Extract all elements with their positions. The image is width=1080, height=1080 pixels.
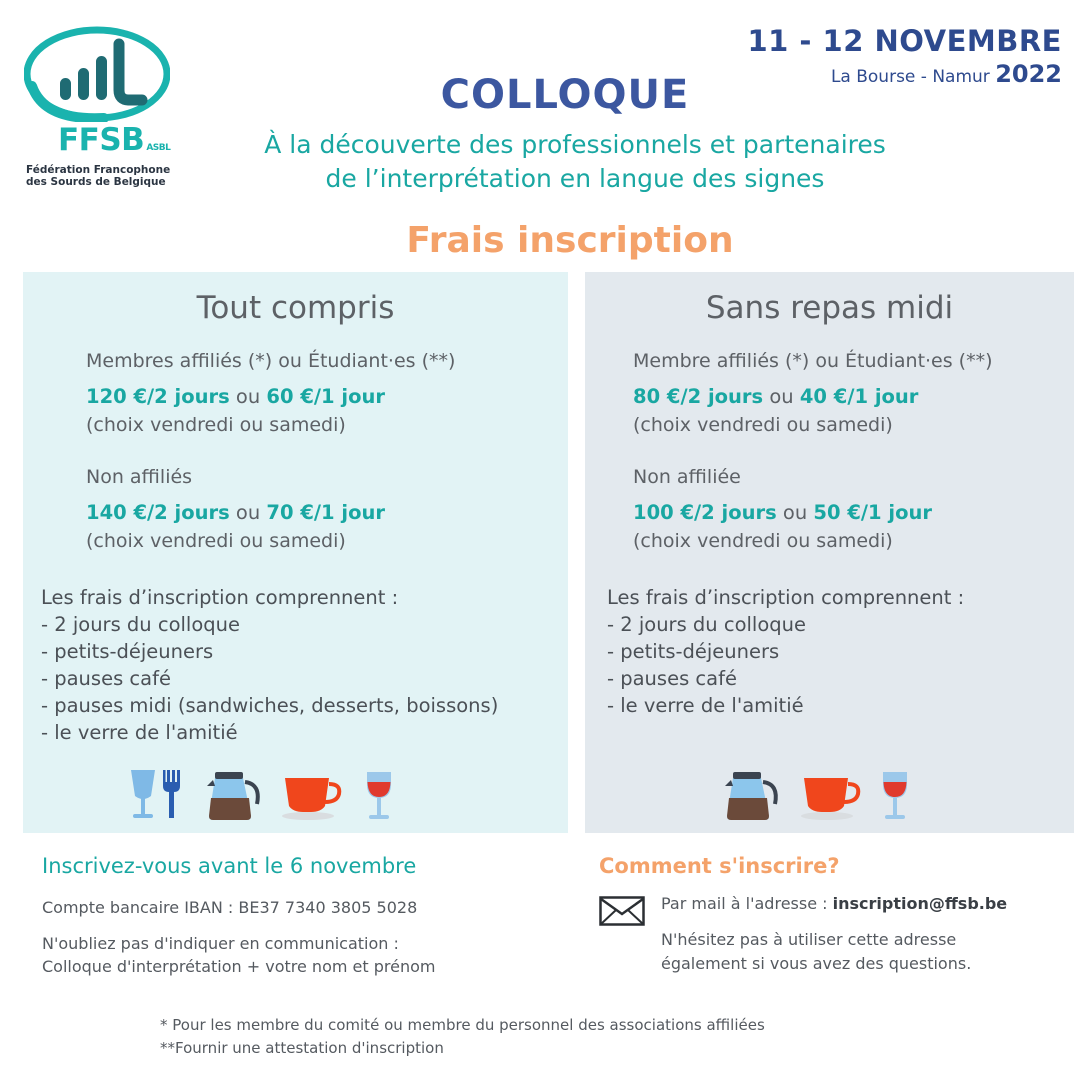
event-year: 2022 <box>995 60 1062 88</box>
price-or: ou <box>229 385 267 408</box>
how-to-register-title: Comment s'inscrire? <box>599 854 840 878</box>
logo-fullname-line2: des Sourds de Belgique <box>26 176 166 188</box>
price-1-day: 50 €/1 jour <box>813 501 932 524</box>
mail-icon <box>599 896 645 926</box>
communication-line1: N'oubliez pas d'indiquer en communication : <box>42 934 399 953</box>
members-price <box>86 385 385 408</box>
wine-glass-icon <box>363 768 397 822</box>
logo-brand: FFSB ASBL <box>58 122 171 158</box>
coffee-cup-icon <box>800 772 870 822</box>
price-2-days: 100 €/2 jours <box>633 501 777 524</box>
price-1-day: 60 €/1 jour <box>266 385 385 408</box>
mail-prefix: Par mail à l'adresse : <box>661 894 833 913</box>
footnote-1: * Pour les membre du comité ou membre du personnel des associations affiliées <box>160 1016 765 1034</box>
page-subtitle <box>0 128 1080 196</box>
non-members-label: Non affiliée <box>633 466 741 488</box>
list-item: - pauses café <box>607 667 737 690</box>
list-item: - pauses midi (sandwiches, desserts, boissons) <box>41 694 499 717</box>
members-choice: (choix vendredi ou samedi) <box>633 414 893 436</box>
questions-line2: également si vous avez des questions. <box>661 954 972 973</box>
price-2-days: 120 €/2 jours <box>86 385 230 408</box>
coffee-pot-icon <box>725 768 783 822</box>
panel-title: Sans repas midi <box>705 290 954 326</box>
communication-line2: Colloque d'interprétation + votre nom et prénom <box>42 957 436 976</box>
venue-text: La Bourse - Namur <box>830 67 990 87</box>
members-price <box>633 385 918 408</box>
non-members-label: Non affiliés <box>86 466 193 488</box>
non-members-price <box>633 501 932 524</box>
panel-sans-repas-midi <box>585 272 1074 833</box>
price-1-day: 40 €/1 jour <box>799 385 919 408</box>
page-title: COLLOQUE <box>440 72 690 118</box>
list-item: - 2 jours du colloque <box>41 613 241 636</box>
members-choice: (choix vendredi ou samedi) <box>86 414 346 436</box>
non-members-choice: (choix vendredi ou samedi) <box>633 530 893 552</box>
price-1-day: 70 €/1 jour <box>266 501 385 524</box>
mail-line <box>661 894 1007 913</box>
registration-deadline: Inscrivez-vous avant le 6 novembre <box>42 854 417 878</box>
wine-glass-icon <box>879 768 913 822</box>
list-item: - petits-déjeuners <box>607 640 780 663</box>
includes-title: Les frais d’inscription comprennent : <box>607 586 965 609</box>
non-members-price <box>86 501 385 524</box>
logo-fullname-line1: Fédération Francophone <box>26 164 171 176</box>
questions-line1: N'hésitez pas à utiliser cette adresse <box>661 930 957 949</box>
questions-note <box>661 928 971 976</box>
coffee-cup-icon <box>281 772 351 822</box>
footnotes <box>160 1014 765 1060</box>
list-item: - 2 jours du colloque <box>607 613 807 636</box>
price-2-days: 80 €/2 jours <box>633 385 764 408</box>
section-title: Frais inscription <box>406 220 734 261</box>
price-or: ou <box>776 501 814 524</box>
subtitle-line1: À la découverte des professionnels et partenaires <box>264 130 886 159</box>
mail-address-link[interactable]: inscription@ffsb.be <box>832 894 1008 913</box>
coffee-pot-icon <box>207 768 265 822</box>
list-item: - le verre de l'amitié <box>41 721 238 744</box>
subtitle-line2: de l’interprétation en langue des signes <box>325 164 825 193</box>
footnote-2: **Fournir une attestation d'inscription <box>160 1039 444 1057</box>
includes-title: Les frais d’inscription comprennent : <box>41 586 399 609</box>
panel-tout-compris <box>23 272 568 833</box>
members-label: Membre affiliés (*) ou Étudiant·es (**) <box>633 350 993 372</box>
list-item: - le verre de l'amitié <box>607 694 804 717</box>
price-2-days: 140 €/2 jours <box>86 501 230 524</box>
list-item: - petits-déjeuners <box>41 640 214 663</box>
non-members-choice: (choix vendredi ou samedi) <box>86 530 346 552</box>
glass-fork-icon <box>129 768 189 822</box>
includes-list <box>41 584 498 746</box>
includes-list <box>607 584 964 719</box>
event-dates: 11 - 12 NOVEMBRE <box>747 24 1062 58</box>
price-or: ou <box>763 385 800 408</box>
list-item: - pauses café <box>41 667 171 690</box>
price-or: ou <box>229 501 267 524</box>
iban-text: Compte bancaire IBAN : BE37 7340 3805 5028 <box>42 898 418 917</box>
panel-title: Tout compris <box>196 290 395 326</box>
members-label: Membres affiliés (*) ou Étudiant·es (**) <box>86 350 456 372</box>
communication-note <box>42 932 435 978</box>
logo-suffix: ASBL <box>146 143 171 153</box>
